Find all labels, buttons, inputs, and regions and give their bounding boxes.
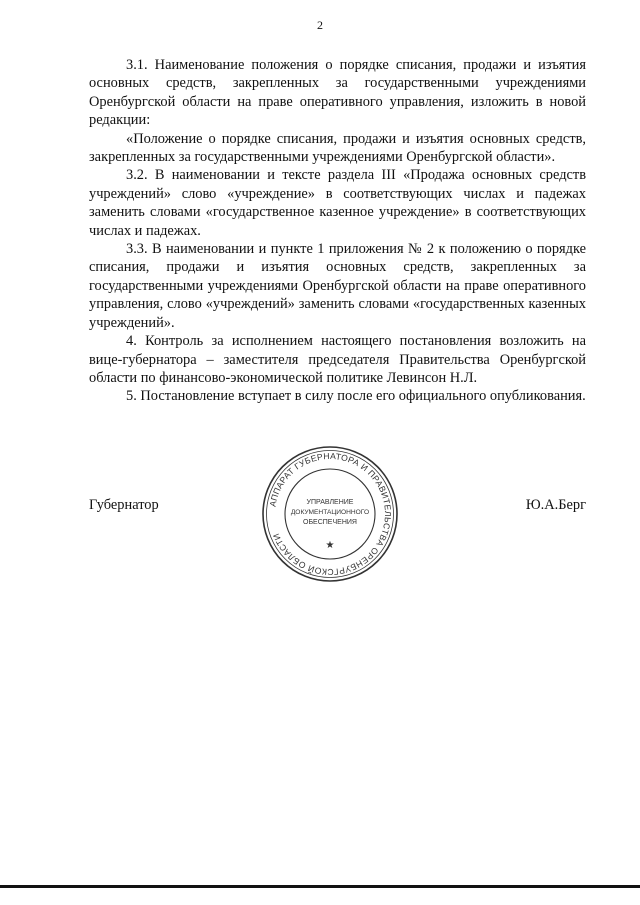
page-number: 2 [317, 18, 323, 32]
official-stamp [260, 444, 400, 584]
paragraph-3-3: 3.3. В наименовании и пункте 1 приложения № 2 к положению о порядке списания, продажи и изъятия основных средств, закрепленных за государственными учреждениями Оренбургской области на праве оперативного управления, слово «учреждений» заменить словами «государственных казенных учреждений». [89, 241, 586, 331]
stamp-line-1: УПРАВЛЕНИЕ [306, 499, 354, 506]
paragraph-3-1: 3.1. Наименование положения о порядке списания, продажи и изъятия основных средств, закрепленных за государственными учреждениями Оренбургской области на праве оперативного управления, изложить в новой редакции: [89, 57, 586, 129]
signatory-name: Ю.А.Берг [525, 497, 586, 513]
signatory-position: Губернатор [89, 497, 159, 513]
stamp-line-3: ОБЕСПЕЧЕНИЯ [303, 519, 357, 526]
paragraph-5: 5. Постановление вступает в силу после его официального опубликования. [126, 388, 586, 405]
stamp-seal-icon [260, 444, 400, 584]
paragraph-3-2: 3.2. В наименовании и тексте раздела III «Продажа основных средств учреждений» слово «учреждение» в соответствующих числах и падежах заменить словами «государственное казенное учреждение» в соответствующих числах и падежах. [89, 167, 586, 239]
svg-text:★: ★ [325, 540, 335, 551]
paragraph-quote: «Положение о порядке списания, продажи и изъятия основных средств, закрепленных за государственными учреждениями Оренбургской области». [89, 130, 586, 166]
stamp-outer-text: АППАРАТ ГУБЕРНАТОРА И ПРАВИТЕЛЬСТВА ОРЕНБУРГСКОЙ ОБЛАСТИ [267, 450, 394, 578]
bottom-divider [0, 885, 640, 888]
document-body [89, 56, 586, 406]
paragraph-4: 4. Контроль за исполнением настоящего постановления возложить на вице-губернатора – заместителя председателя Правительства Оренбургской области по финансово-экономической политике Левинсон Н.Л. [89, 333, 586, 386]
stamp-line-2: ДОКУМЕНТАЦИОННОГО [290, 509, 370, 516]
